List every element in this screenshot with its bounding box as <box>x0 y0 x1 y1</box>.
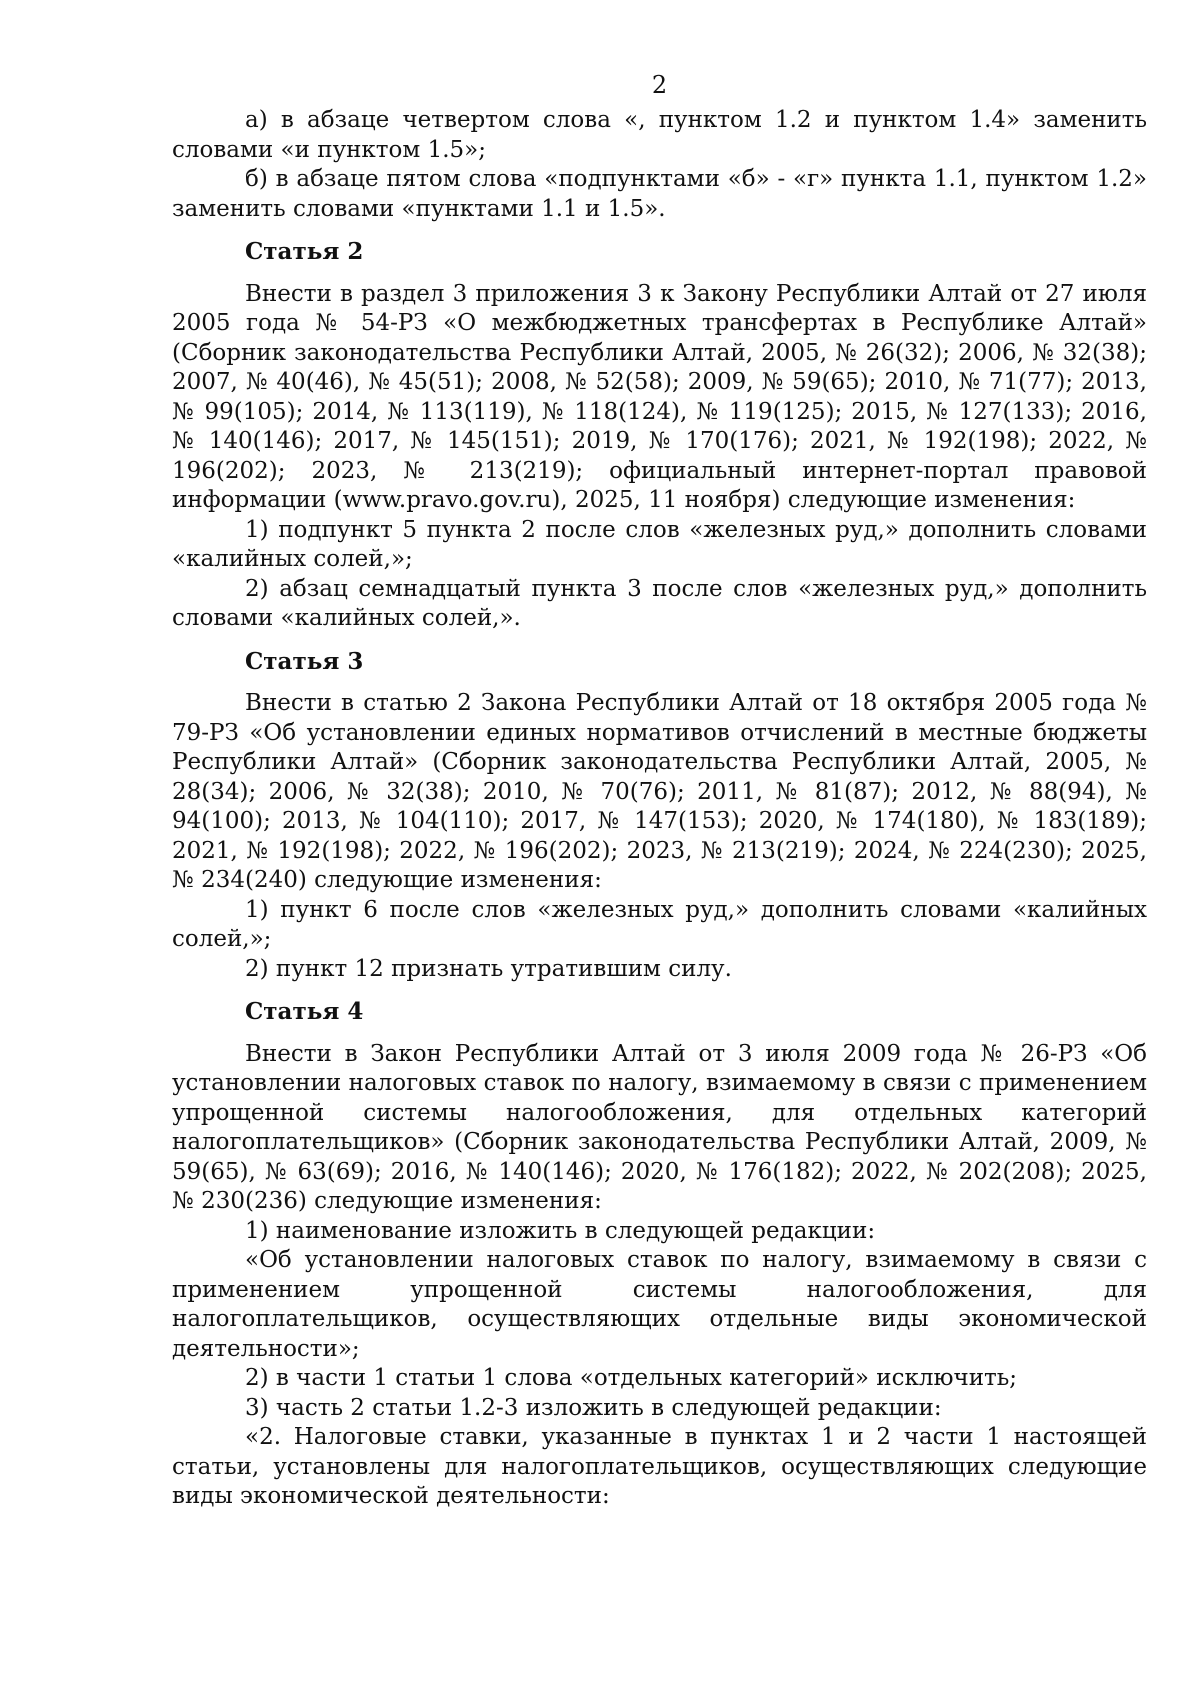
article-4-quoted-title: «Об установлении налоговых ставок по налогу, взимаемому в связи с применением упрощенной системы налогообложения, для налогоплательщиков, осуществляющих отдельные виды экономической деятельности»; <box>172 1247 1147 1362</box>
article-4-quoted-part-2: «2. Налоговые ставки, указанные в пунктах 1 и 2 части 1 настоящей статьи, установлены для налогоплательщиков, осуществляющих следующие виды экономической деятельности: <box>172 1424 1147 1509</box>
page-number: 2 <box>651 71 668 99</box>
article-2-paragraph-1: Внести в раздел 3 приложения 3 к Закону Республики Алтай от 27 июля 2005 года № 54-РЗ «О межбюджетных трансфертах в Республике Алтай» (Сборник законодательства Республики Алтай, 2005, № 26(32); 2006, № 32(38); 2007, № 40(46), № 45(51); 2008, № 52(58); 2009, № 59(65); 2010, № 71(77); 2013, № 99(105); 2014, № 113(119), № 118(124), № 119(125); 2015, № 127(133); 2016, № 140(146); 2017, № 145(151); 2019, № 170(176); 2021, № 192(198); 2022, № 196(202); 2023, № 213(219); официальный интернет-портал правовой информации (www.pravo.gov.ru), 2025, 11 ноября) следующие изменения: <box>172 280 1147 513</box>
article-4-paragraph-1: Внести в Закон Республики Алтай от 3 июля 2009 года № 26-РЗ «Об установлении налоговых ставок по налогу, взимаемому в связи с применением упрощенной системы налогообложения, для отдельных категорий налогоплательщиков» (Сборник законодательства Республики Алтай, 2009, № 59(65), № 63(69); 2016, № 140(146); 2020, № 176(182); 2022, № 202(208); 2025, № 230(236) следующие изменения: <box>172 1040 1147 1214</box>
article-3-item-1: 1) пункт 6 после слов «железных руд,» дополнить словами «калийных солей,»; <box>172 896 1147 952</box>
article-2-item-1: 1) подпункт 5 пункта 2 после слов «железных руд,» дополнить словами «калийных солей,»; <box>172 516 1147 572</box>
article-2-item-2: 2) абзац семнадцатый пункта 3 после слов «железных руд,» дополнить словами «калийных солей,». <box>172 575 1147 631</box>
article-4-item-2: 2) в части 1 статьи 1 слова «отдельных категорий» исключить; <box>245 1365 1018 1391</box>
article-2-heading: Статья 2 <box>245 238 364 265</box>
document-page <box>172 68 1147 1512</box>
article-4-heading: Статья 4 <box>245 998 364 1025</box>
article-3-paragraph-1: Внести в статью 2 Закона Республики Алтай от 18 октября 2005 года № 79-РЗ «Об установлении единых нормативов отчислений в местные бюджеты Республики Алтай» (Сборник законодательства Республики Алтай, 2005, № 28(34); 2006, № 32(38); 2010, № 70(76); 2011, № 81(87); 2012, № 88(94), № 94(100); 2013, № 104(110); 2017, № 147(153); 2020, № 174(180), № 183(189); 2021, № 192(198); 2022, № 196(202); 2023, № 213(219); 2024, № 224(230); 2025, № 234(240) следующие изменения: <box>172 690 1147 893</box>
article-4-item-1: 1) наименование изложить в следующей редакции: <box>245 1217 876 1244</box>
article-4-item-3: 3) часть 2 статьи 1.2-3 изложить в следующей редакции: <box>245 1394 942 1421</box>
article-3-item-2: 2) пункт 12 признать утратившим силу. <box>245 955 732 982</box>
article-3-heading: Статья 3 <box>245 647 364 675</box>
paragraph-intro-a: а) в абзаце четвертом слова «, пунктом 1.2 и пунктом 1.4» заменить словами «и пунктом 1.5»; <box>172 107 1147 163</box>
paragraph-intro-b: б) в абзаце пятом слова «подпунктами «б» - «г» пункта 1.1, пунктом 1.2» заменить словами «пунктами 1.1 и 1.5». <box>172 166 1147 222</box>
